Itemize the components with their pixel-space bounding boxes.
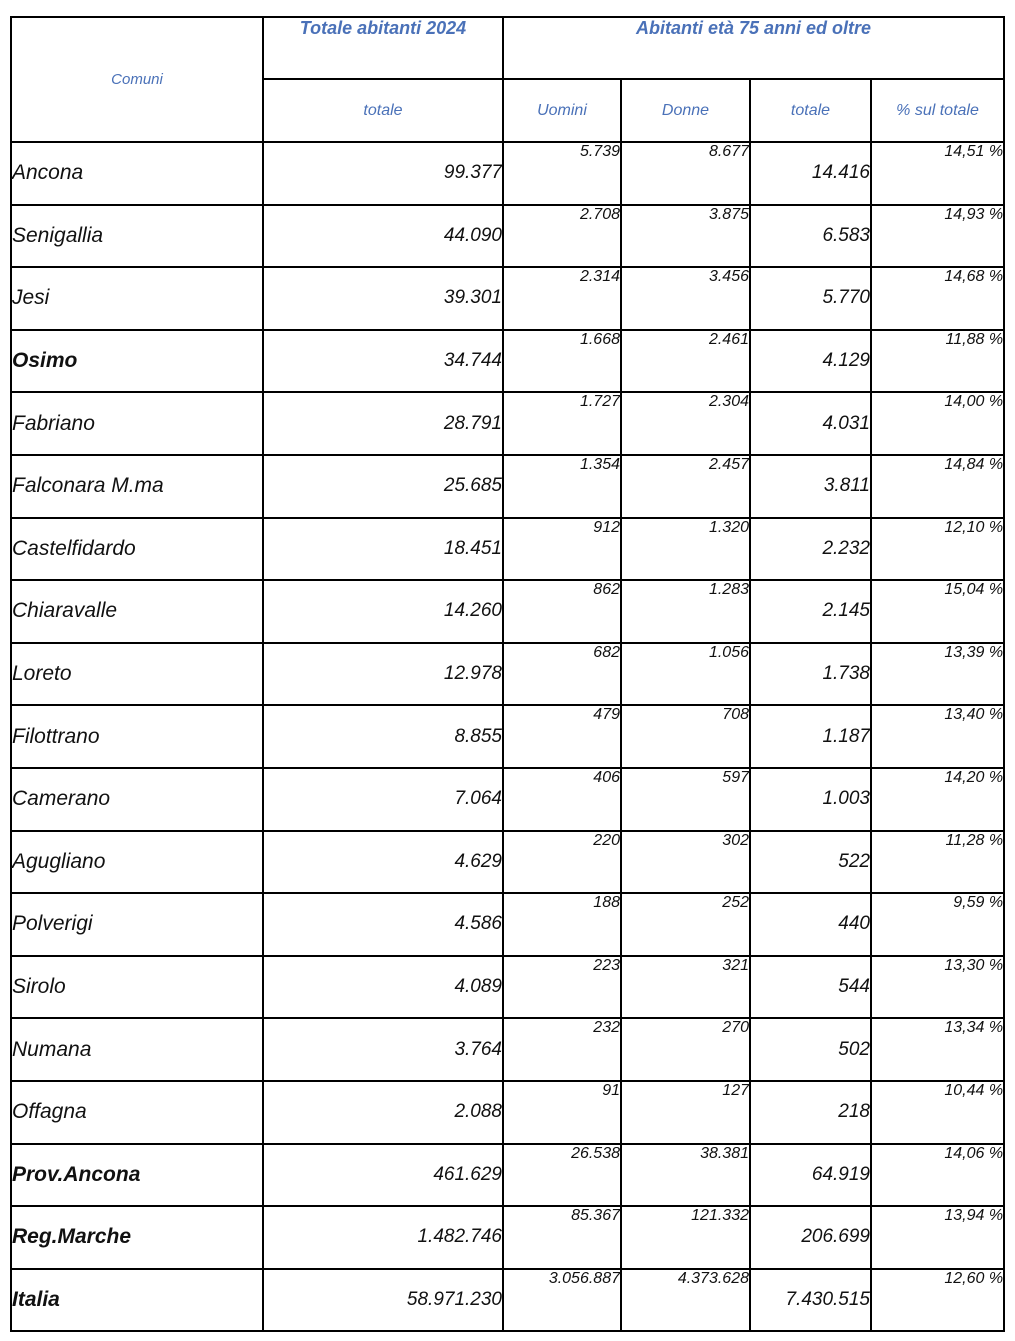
cell-totale-75: 544 (750, 956, 871, 1019)
cell-donne: 121.332 (621, 1206, 750, 1269)
cell-donne: 127 (621, 1081, 750, 1144)
cell-uomini: 220 (503, 831, 621, 894)
header-donne: Donne (621, 79, 750, 142)
cell-donne: 3.456 (621, 267, 750, 330)
cell-donne: 302 (621, 831, 750, 894)
cell-totale-2024: 34.744 (263, 330, 503, 393)
cell-totale-2024: 25.685 (263, 455, 503, 518)
cell-totale-75: 218 (750, 1081, 871, 1144)
cell-totale-2024: 44.090 (263, 205, 503, 268)
cell-totale-2024: 99.377 (263, 142, 503, 205)
cell-comune: Sirolo (11, 956, 263, 1019)
header-comuni: Comuni (11, 17, 263, 142)
cell-totale-2024: 4.586 (263, 893, 503, 956)
cell-uomini: 2.314 (503, 267, 621, 330)
cell-uomini: 1.727 (503, 392, 621, 455)
cell-donne: 597 (621, 768, 750, 831)
cell-totale-75: 6.583 (750, 205, 871, 268)
cell-uomini: 1.668 (503, 330, 621, 393)
cell-totale-75: 440 (750, 893, 871, 956)
table-row (11, 267, 1004, 330)
cell-totale-75: 2.232 (750, 518, 871, 581)
cell-percentuale: 14,00 % (871, 392, 1004, 455)
cell-uomini: 1.354 (503, 455, 621, 518)
cell-percentuale: 11,88 % (871, 330, 1004, 393)
cell-totale-2024: 4.629 (263, 831, 503, 894)
cell-donne: 1.320 (621, 518, 750, 581)
cell-percentuale: 9,59 % (871, 893, 1004, 956)
cell-totale-2024: 7.064 (263, 768, 503, 831)
cell-donne: 1.283 (621, 580, 750, 643)
cell-uomini: 912 (503, 518, 621, 581)
cell-totale-75: 7.430.515 (750, 1269, 871, 1332)
cell-percentuale: 15,04 % (871, 580, 1004, 643)
cell-donne: 3.875 (621, 205, 750, 268)
cell-percentuale: 13,39 % (871, 643, 1004, 706)
cell-donne: 38.381 (621, 1144, 750, 1207)
table-row (11, 518, 1004, 581)
cell-comune: Reg.Marche (11, 1206, 263, 1269)
cell-percentuale: 10,44 % (871, 1081, 1004, 1144)
cell-uomini: 223 (503, 956, 621, 1019)
header-uomini: Uomini (503, 79, 621, 142)
cell-totale-2024: 1.482.746 (263, 1206, 503, 1269)
cell-comune: Agugliano (11, 831, 263, 894)
cell-totale-75: 206.699 (750, 1206, 871, 1269)
header-totale-75: totale (750, 79, 871, 142)
population-table (10, 16, 1005, 1332)
cell-totale-75: 2.145 (750, 580, 871, 643)
cell-donne: 8.677 (621, 142, 750, 205)
cell-comune: Chiaravalle (11, 580, 263, 643)
table-body (11, 142, 1004, 1331)
cell-comune: Ancona (11, 142, 263, 205)
cell-totale-75: 1.003 (750, 768, 871, 831)
cell-percentuale: 14,68 % (871, 267, 1004, 330)
cell-totale-2024: 461.629 (263, 1144, 503, 1207)
cell-totale-75: 3.811 (750, 455, 871, 518)
cell-uomini: 3.056.887 (503, 1269, 621, 1332)
cell-uomini: 682 (503, 643, 621, 706)
cell-totale-75: 4.031 (750, 392, 871, 455)
cell-totale-75: 14.416 (750, 142, 871, 205)
cell-totale-75: 5.770 (750, 267, 871, 330)
cell-percentuale: 13,40 % (871, 705, 1004, 768)
cell-percentuale: 13,94 % (871, 1206, 1004, 1269)
cell-totale-75: 4.129 (750, 330, 871, 393)
table-row (11, 1081, 1004, 1144)
cell-donne: 270 (621, 1018, 750, 1081)
cell-uomini: 5.739 (503, 142, 621, 205)
cell-percentuale: 12,60 % (871, 1269, 1004, 1332)
table-row (11, 330, 1004, 393)
cell-comune: Polverigi (11, 893, 263, 956)
cell-comune: Jesi (11, 267, 263, 330)
table-row (11, 768, 1004, 831)
cell-totale-2024: 28.791 (263, 392, 503, 455)
cell-percentuale: 14,06 % (871, 1144, 1004, 1207)
table-row (11, 142, 1004, 205)
cell-percentuale: 12,10 % (871, 518, 1004, 581)
header-percentuale: % sul totale (871, 79, 1004, 142)
cell-donne: 252 (621, 893, 750, 956)
cell-comune: Italia (11, 1269, 263, 1332)
table-row (11, 831, 1004, 894)
cell-totale-2024: 14.260 (263, 580, 503, 643)
cell-comune: Castelfidardo (11, 518, 263, 581)
cell-totale-75: 1.187 (750, 705, 871, 768)
cell-donne: 321 (621, 956, 750, 1019)
cell-totale-2024: 58.971.230 (263, 1269, 503, 1332)
cell-uomini: 91 (503, 1081, 621, 1144)
header-sub-totale: totale (263, 79, 503, 142)
cell-totale-2024: 2.088 (263, 1081, 503, 1144)
cell-comune: Osimo (11, 330, 263, 393)
cell-comune: Senigallia (11, 205, 263, 268)
cell-donne: 2.457 (621, 455, 750, 518)
cell-totale-2024: 18.451 (263, 518, 503, 581)
cell-uomini: 479 (503, 705, 621, 768)
cell-comune: Numana (11, 1018, 263, 1081)
cell-percentuale: 13,34 % (871, 1018, 1004, 1081)
table-row (11, 1144, 1004, 1207)
table-row (11, 1206, 1004, 1269)
cell-uomini: 188 (503, 893, 621, 956)
table-row (11, 705, 1004, 768)
table-header (11, 17, 1004, 142)
table-row (11, 392, 1004, 455)
cell-uomini: 26.538 (503, 1144, 621, 1207)
table-row (11, 956, 1004, 1019)
table-row (11, 455, 1004, 518)
cell-percentuale: 14,20 % (871, 768, 1004, 831)
cell-totale-2024: 3.764 (263, 1018, 503, 1081)
cell-donne: 4.373.628 (621, 1269, 750, 1332)
table-row (11, 205, 1004, 268)
cell-uomini: 232 (503, 1018, 621, 1081)
table-row (11, 580, 1004, 643)
cell-percentuale: 14,51 % (871, 142, 1004, 205)
cell-donne: 2.461 (621, 330, 750, 393)
cell-comune: Loreto (11, 643, 263, 706)
cell-comune: Camerano (11, 768, 263, 831)
cell-comune: Prov.Ancona (11, 1144, 263, 1207)
cell-percentuale: 14,84 % (871, 455, 1004, 518)
cell-totale-75: 522 (750, 831, 871, 894)
cell-comune: Filottrano (11, 705, 263, 768)
cell-totale-2024: 4.089 (263, 956, 503, 1019)
table-row (11, 1269, 1004, 1332)
cell-uomini: 862 (503, 580, 621, 643)
table-row (11, 1018, 1004, 1081)
cell-percentuale: 11,28 % (871, 831, 1004, 894)
cell-percentuale: 14,93 % (871, 205, 1004, 268)
cell-donne: 2.304 (621, 392, 750, 455)
cell-totale-75: 1.738 (750, 643, 871, 706)
header-abitanti-75: Abitanti età 75 anni ed oltre (503, 17, 1004, 79)
cell-comune: Offagna (11, 1081, 263, 1144)
table-row (11, 643, 1004, 706)
cell-totale-75: 502 (750, 1018, 871, 1081)
cell-comune: Fabriano (11, 392, 263, 455)
cell-uomini: 2.708 (503, 205, 621, 268)
cell-totale-2024: 8.855 (263, 705, 503, 768)
cell-percentuale: 13,30 % (871, 956, 1004, 1019)
cell-uomini: 406 (503, 768, 621, 831)
header-totale-abitanti: Totale abitanti 2024 (263, 17, 503, 79)
cell-comune: Falconara M.ma (11, 455, 263, 518)
cell-totale-75: 64.919 (750, 1144, 871, 1207)
table-row (11, 893, 1004, 956)
cell-totale-2024: 39.301 (263, 267, 503, 330)
cell-totale-2024: 12.978 (263, 643, 503, 706)
cell-donne: 1.056 (621, 643, 750, 706)
cell-uomini: 85.367 (503, 1206, 621, 1269)
cell-donne: 708 (621, 705, 750, 768)
